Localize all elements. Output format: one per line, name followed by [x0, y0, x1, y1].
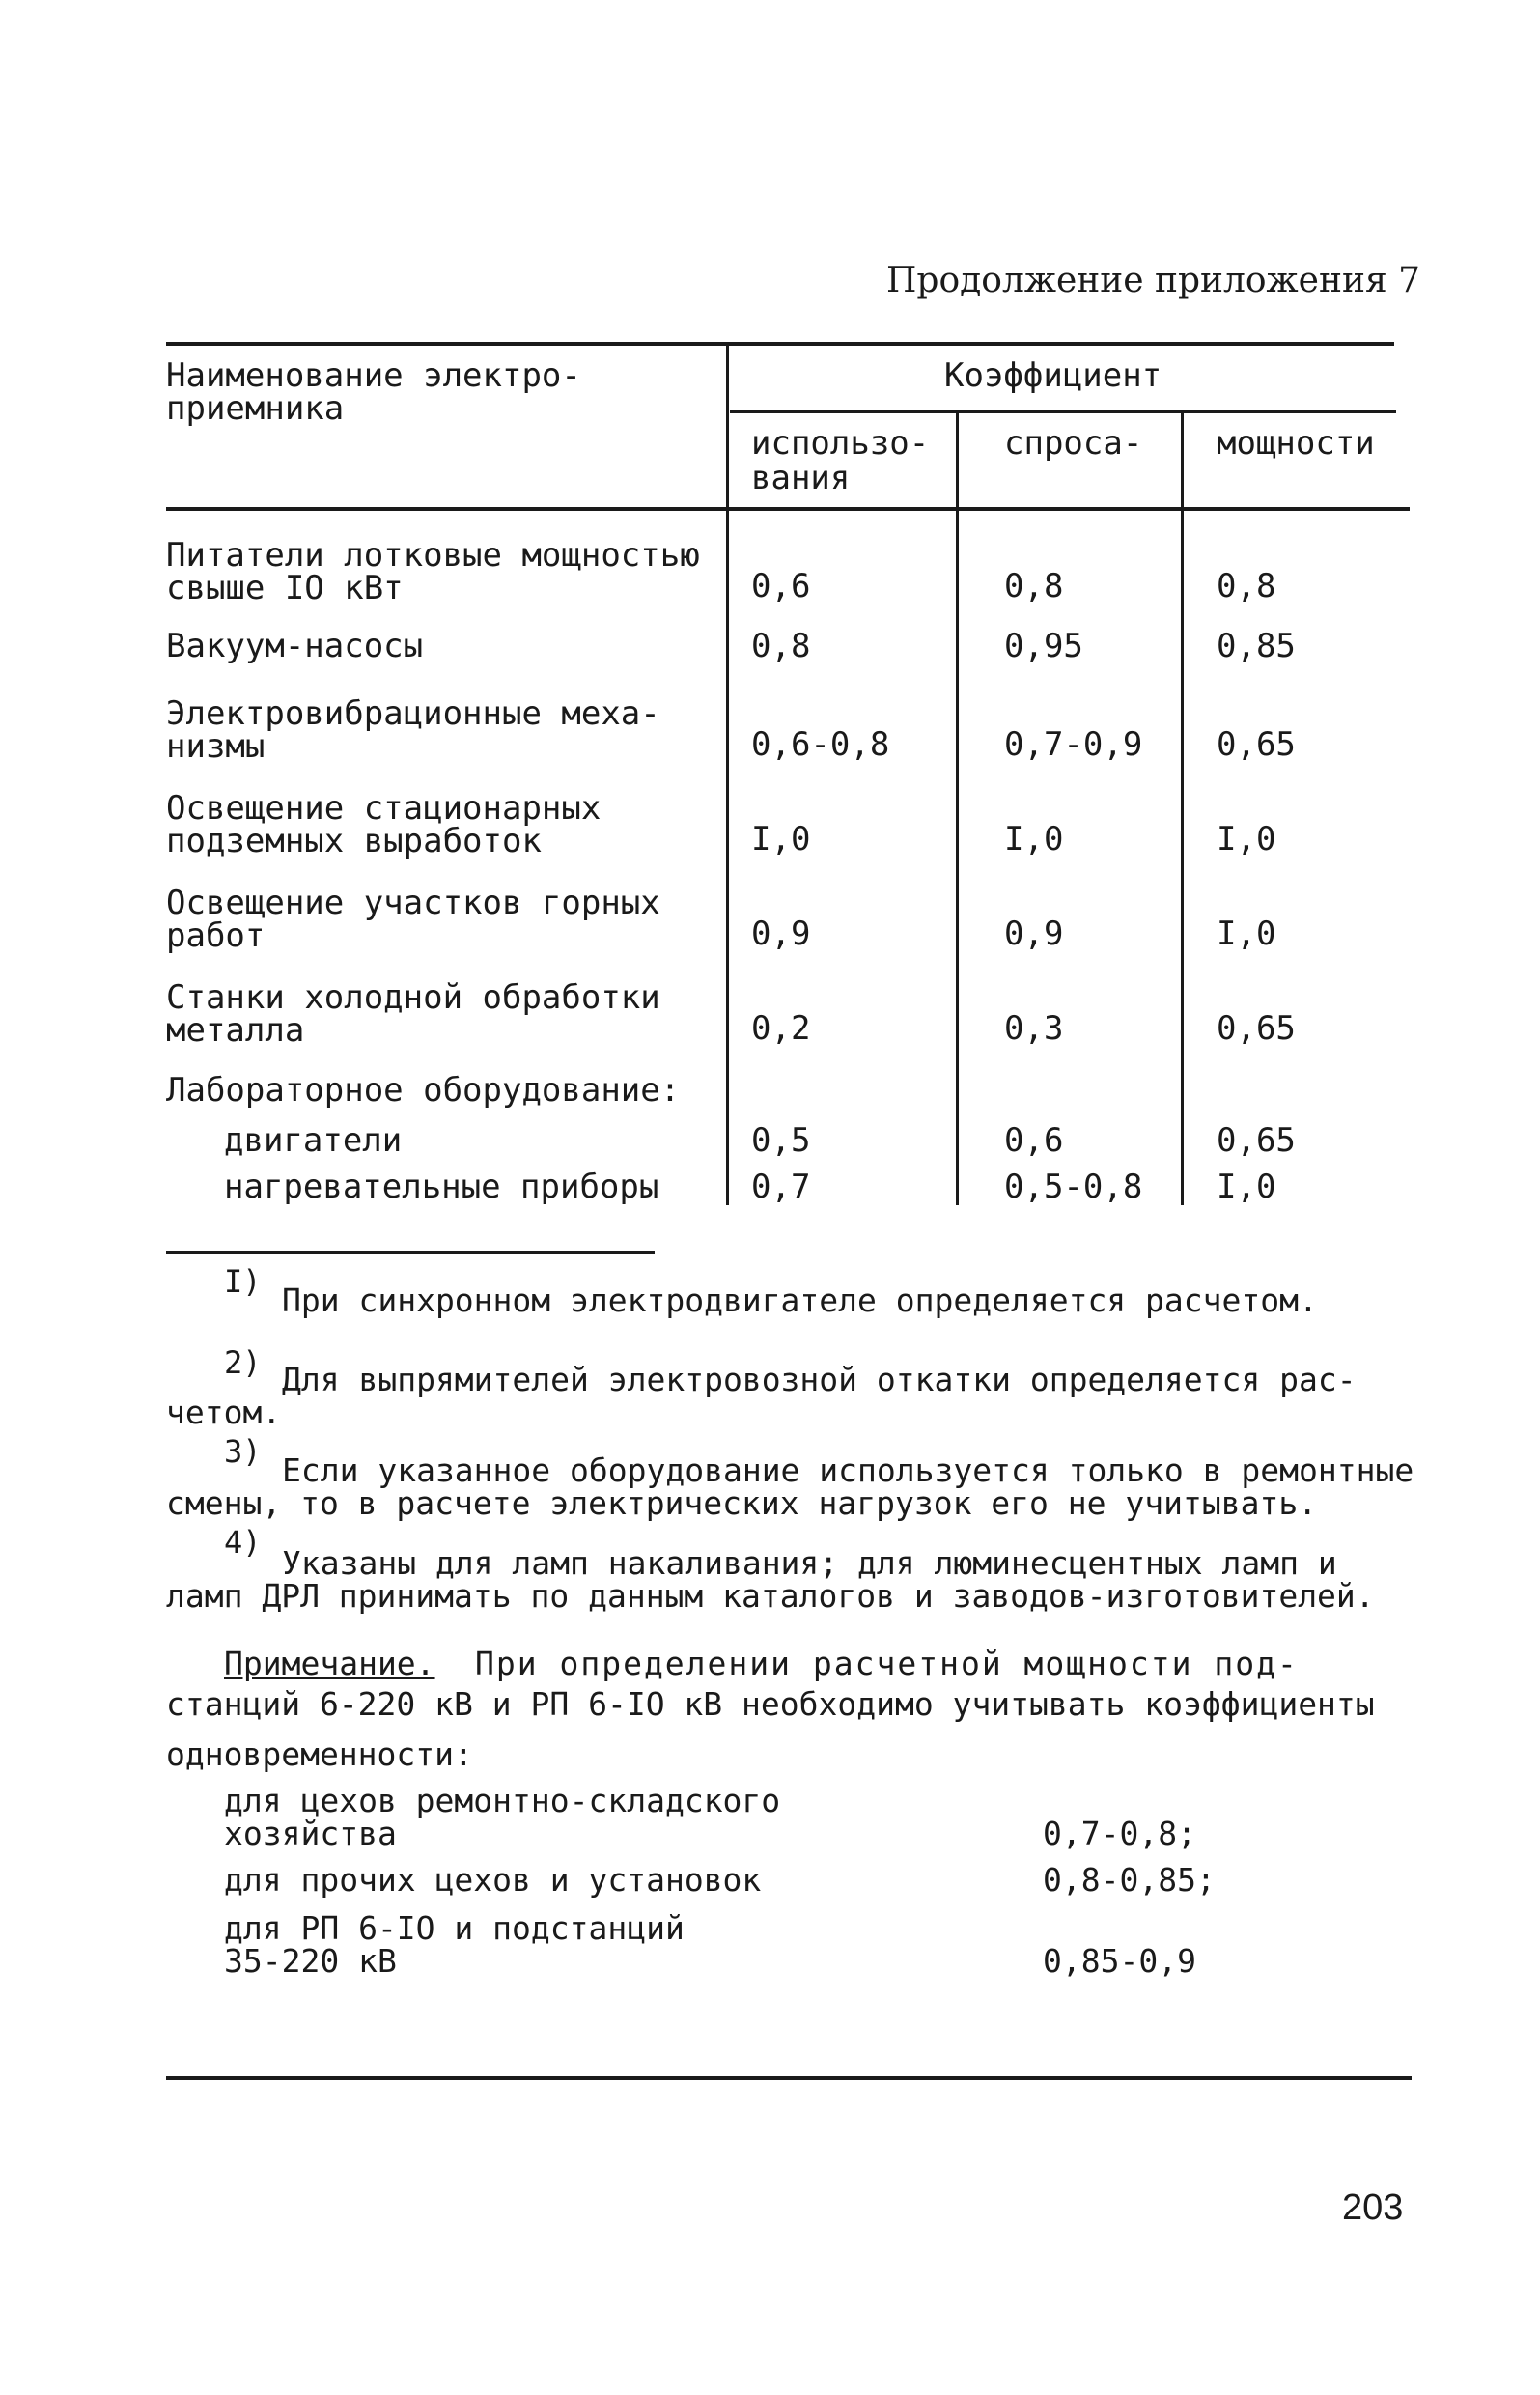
note-item-text: 35-220 кВ — [224, 1942, 397, 1980]
row-name: Питатели лотковые мощностью — [166, 536, 700, 575]
note-item-text: хозяйства — [224, 1815, 397, 1852]
note-item-text: для цехов ремонтно-складского — [224, 1782, 781, 1819]
table-col-divider-usage — [956, 412, 959, 1205]
row-demand: I,0 — [1004, 820, 1064, 859]
row-name: низмы — [166, 727, 266, 766]
header-demand: спроса- — [1004, 424, 1143, 463]
table-top-rule — [166, 342, 1394, 346]
note-text: одновременности: — [166, 1735, 473, 1773]
row-power: I,0 — [1217, 1168, 1276, 1206]
footnote-text: четом. — [166, 1394, 282, 1431]
row-power: I,0 — [1217, 915, 1276, 953]
row-demand: 0,95 — [1004, 627, 1083, 665]
row-power: 0,65 — [1217, 1009, 1296, 1048]
row-demand: 0,6 — [1004, 1121, 1064, 1160]
footnote-separator — [166, 1251, 655, 1254]
row-name: нагревательные приборы — [224, 1168, 659, 1206]
row-power: 0,65 — [1217, 725, 1296, 764]
note-item-value: 0,85-0,9 — [1043, 1942, 1196, 1980]
footnote-text: Если указанное оборудование используется только в ремонтные — [282, 1451, 1414, 1489]
row-usage: 0,7 — [751, 1168, 811, 1206]
row-power: I,0 — [1217, 820, 1276, 859]
header-usage-2: вания — [751, 459, 851, 497]
header-usage-1: использо- — [751, 424, 930, 463]
row-demand: 0,8 — [1004, 567, 1064, 606]
row-name: Электровибрационные меха- — [166, 694, 660, 733]
footnote-mark: I) — [224, 1263, 262, 1300]
footnote-text: Указаны для ламп накаливания; для люминесцентных ламп и — [282, 1544, 1337, 1582]
page-number: 203 — [1342, 2187, 1404, 2228]
row-usage: 0,9 — [751, 915, 811, 953]
row-demand: 0,5-0,8 — [1004, 1168, 1143, 1206]
row-name: Освещение участков горных — [166, 884, 660, 922]
row-name: работ — [166, 916, 266, 955]
row-name: Вакуум-насосы — [166, 627, 424, 665]
table-col-divider-demand — [1181, 412, 1184, 1205]
row-name: металла — [166, 1011, 305, 1050]
note-item-value: 0,8-0,85; — [1043, 1861, 1216, 1899]
footnote-text: смены, то в расчете электрических нагрузок его не учитывать. — [166, 1484, 1318, 1522]
row-power: 0,8 — [1217, 567, 1276, 606]
header-coefficient: Коэффициент — [944, 356, 1162, 395]
note-item-text: для РП 6-IO и подстанций — [224, 1909, 685, 1947]
note-text: При определении расчетной мощности под- — [475, 1645, 1299, 1682]
footnote-mark: 2) — [224, 1344, 262, 1381]
row-power: 0,85 — [1217, 627, 1296, 665]
footnote-mark: 3) — [224, 1433, 262, 1470]
row-name: Лабораторное оборудование: — [166, 1071, 681, 1110]
note-item-value: 0,7-0,8; — [1043, 1815, 1196, 1852]
row-usage: I,0 — [751, 820, 811, 859]
note-text: станций 6-220 кВ и РП 6-IO кВ необходимо учитывать коэффициенты — [166, 1685, 1375, 1723]
note-label: Примечание. — [224, 1645, 435, 1682]
footnote-text: При синхронном электродвигателе определяется расчетом. — [282, 1282, 1318, 1319]
header-name-line-2: приемника — [166, 389, 345, 428]
header-power: мощности — [1217, 424, 1375, 463]
continuation-header: Продолжение приложения 7 — [886, 261, 1421, 300]
row-name: свыше IO кВт — [166, 569, 404, 607]
bottom-rule — [166, 2076, 1412, 2080]
row-name: Станки холодной обработки — [166, 978, 660, 1017]
note-item-text: для прочих цехов и установок — [224, 1861, 762, 1899]
row-name: Освещение стационарных — [166, 789, 602, 828]
table-header-bottom-rule — [166, 507, 1410, 511]
row-usage: 0,6 — [751, 567, 811, 606]
footnote-text: ламп ДРЛ принимать по данным каталогов и заводов-изготовителей. — [166, 1577, 1375, 1615]
header-name-line-1: Наименование электро- — [166, 356, 581, 395]
footnote-text: Для выпрямителей электровозной откатки определяется рас- — [282, 1361, 1357, 1398]
row-power: 0,65 — [1217, 1121, 1296, 1160]
row-demand: 0,7-0,9 — [1004, 725, 1143, 764]
row-usage: 0,5 — [751, 1121, 811, 1160]
row-usage: 0,8 — [751, 627, 811, 665]
footnote-mark: 4) — [224, 1524, 262, 1561]
row-usage: 0,6-0,8 — [751, 725, 890, 764]
table-col-divider-name — [726, 344, 729, 1205]
row-name: двигатели — [224, 1121, 403, 1160]
row-name: подземных выработок — [166, 822, 542, 860]
row-demand: 0,9 — [1004, 915, 1064, 953]
row-usage: 0,2 — [751, 1009, 811, 1048]
row-demand: 0,3 — [1004, 1009, 1064, 1048]
table-subheader-rule — [730, 410, 1396, 413]
